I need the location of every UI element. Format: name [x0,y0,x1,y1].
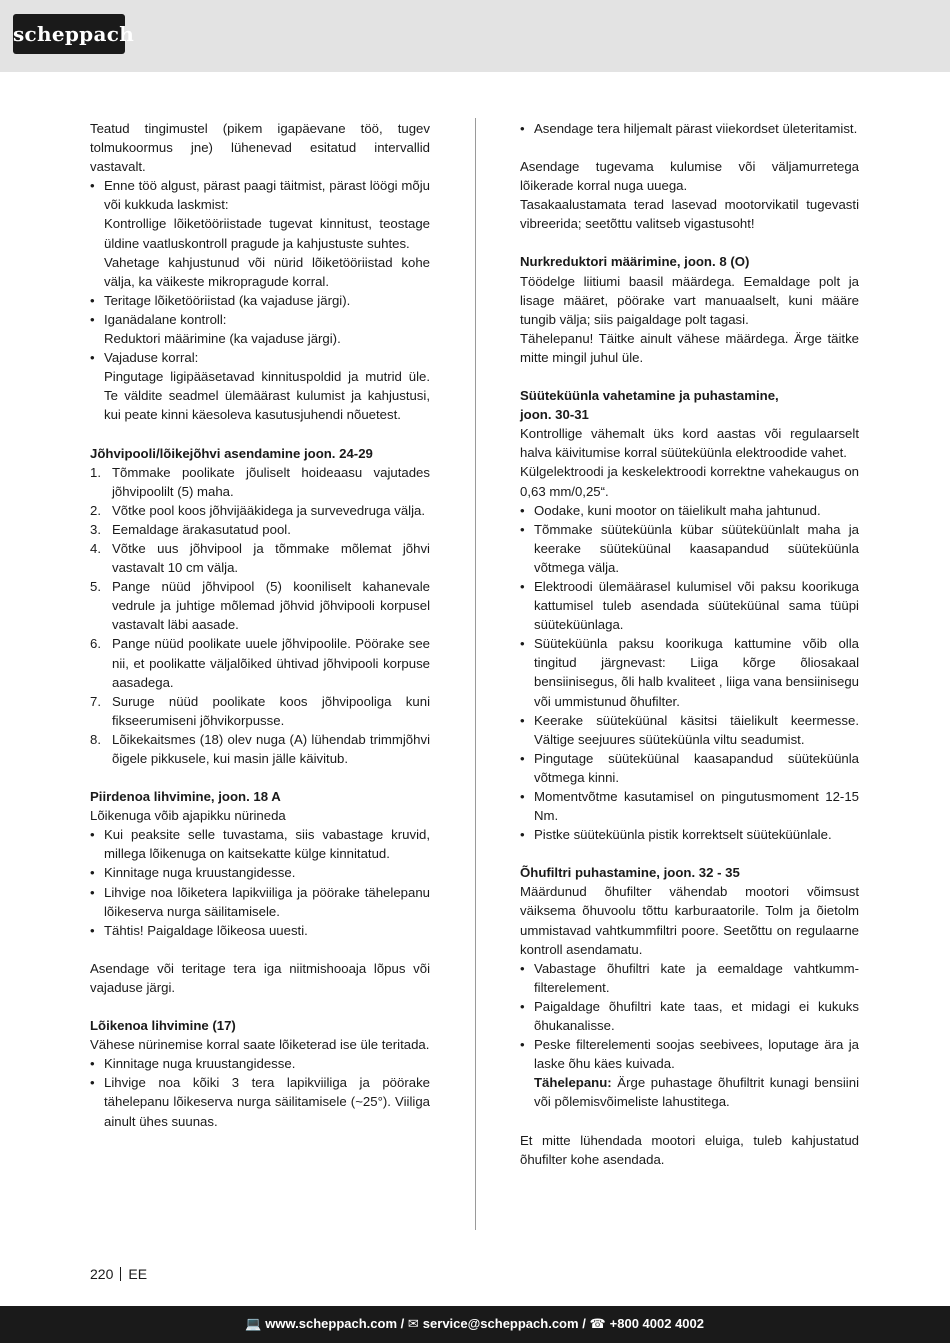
bullet-marker: • [520,789,525,804]
numbered-item [90,730,430,768]
bullet-marker: • [90,922,95,938]
item-text: Tähtis! Paigaldage lõikeosa uuesti. [104,922,308,938]
section-heading: Õhufiltri puhastamine, joon. 32 - 35 [520,865,740,881]
item-text: Võtke uus jõhvipool ja tõmmake mõlemat jõhvi vastavalt 10 cm välja. [112,540,430,576]
note-text: Ärge puhastage õhufiltrit kunagi bensiini või põlemisvõimeliste lahustitega. [534,1075,859,1110]
item-number: 3. [90,521,101,537]
item-text: Iganädalane kontroll: [104,311,227,327]
bullet-marker: • [520,960,525,976]
footer-separator: / [400,1316,405,1331]
website-link[interactable]: www.scheppach.com [265,1316,398,1331]
bullet-item [520,825,859,844]
paragraph: Tasakaalustamata terad lasevad mootorvikatil tugevasti vibreerida; seetõttu valitseb vigastusoht! [520,197,859,232]
item-text: Keerake süüteküünal käsitsi täielikult keermesse. Vältige seejuures süüteküünla viltu seadumist. [534,712,859,747]
bullet-item [90,348,430,367]
section-heading: joon. 30-31 [520,407,589,423]
section-heading: Süüteküünla vahetamine ja puhastamine, [520,388,779,404]
numbered-item [90,577,430,634]
paragraph: Et mitte lühendada mootori eluiga, tuleb kahjustatud õhufilter kohe asendada. [520,1132,859,1167]
item-text: Paigaldage õhufiltri kate taas, et midagi ei kukuks õhukanalisse. [534,998,859,1034]
item-text: Võtke pool koos jõhvijääkidega ja survevedruga välja. [112,502,426,518]
page-footer-divider [120,1267,121,1281]
footer-separator: / [582,1316,586,1331]
spacer [90,997,430,1016]
bullet-item [90,291,430,310]
spacer [520,1112,859,1131]
numbered-item [90,463,430,501]
paragraph: Lõikenuga võib ajapikku nürineda [90,808,286,824]
item-text: Suruge nüüd poolikate koos jõhvipooliga kuni fikseerumiseni jõhvikorpusse. [112,693,430,728]
bullet-item [90,310,430,329]
bullet-marker: • [90,884,95,900]
paragraph: Töödelge liitiumi baasil määrdega. Eemaldage polt ja lisage määret, pöörake vart manuaalselt, kuni määre tungib välja; siis paigaldage polt tagasi. [520,273,859,327]
item-text: Eemaldage ärakasutatud pool. [112,521,291,537]
note-paragraph [520,1073,859,1111]
numbered-item [90,501,430,520]
item-number: 5. [90,579,101,595]
section-heading: Lõikenoa lihvimine (17) [90,1018,236,1034]
item-text: Momentvõtme kasutamisel on pingutusmoment 12-15 Nm. [534,789,859,824]
paragraph: Kontrollige vähemalt üks kord aastas või regulaarselt halva käivitumise korral süüteküünla elektroodide vahet. [520,426,859,461]
item-text: Teritage lõiketööriistad (ka vajaduse järgi). [104,292,351,308]
spacer [90,940,430,959]
item-text: Vabastage õhufiltri kate ja eemaldage vahtkumm-filterelement. [534,960,859,995]
left-column [90,119,430,1131]
item-text: Oodake, kuni mootor on täielikult maha jahtunud. [534,502,821,518]
item-text: Lihvige noa lõiketera lapikviiliga ja pöörake tähelepanu lõikeserva nurga säilitamisele. [104,884,430,919]
note-label: Tähelepanu: [534,1075,612,1091]
bullet-marker: • [90,311,95,327]
bullet-marker: • [90,292,95,308]
bullet-item [520,959,859,997]
item-text: Vajaduse korral: [104,350,199,366]
right-column [520,119,859,1169]
section-heading: Jõhvipooli/lõikejõhvi asendamine joon. 24-29 [90,445,373,461]
bullet-marker: • [520,827,525,843]
bullet-item [520,520,859,577]
numbered-item [90,692,430,730]
bullet-item [520,634,859,710]
spacer [90,425,430,444]
item-number: 2. [90,502,101,518]
spacer [520,367,859,386]
phone-icon: ☎ [589,1316,606,1331]
numbered-item [90,520,430,539]
item-number: 7. [90,693,101,709]
bullet-marker: • [520,712,525,728]
paragraph: Külgelektroodi ja keskelektroodi korrektne vahekaugus on 0,63 mm/0,25“. [520,464,859,499]
bullet-marker: • [520,521,525,537]
numbered-item [90,539,430,577]
item-text: Lõikekaitsmes (18) olev nuga (A) lühendab trimmjõhvi õigele pikkusele, kui masin jälle käivitub. [112,731,430,766]
bullet-item [90,176,430,214]
bullet-marker: • [520,502,525,518]
bullet-item [520,577,859,634]
bullet-item [90,1073,430,1130]
bullet-marker: • [90,827,95,843]
header-bar [0,0,950,72]
bullet-item [520,997,859,1035]
item-text: Pingutage süüteküünal kaasapandud süüteküünla võtmega kinni. [534,750,859,785]
paragraph: Määrdunud õhufilter vähendab mootori võimsust väiksema õhuvoolu tõttu karburaatorile. Tolm ja õietolm ummistavad vahtkummfiltri poore. Seetõttu on regulaarne kontroll asendamatu. [520,884,859,957]
indented-paragraph: Pingutage ligipääsetavad kinnituspoldid ja mutrid üle. Te väldite seadmel ülemäärast kulumist ja kahjustusi, kui peate kinni käesoleva kasutusjuhendi nõuetest. [104,369,430,423]
computer-icon: 💻 [245,1316,262,1331]
scheppach-logo: scheppach [13,14,125,54]
bullet-item [520,749,859,787]
item-text: Süüteküünla paksu koorikuga kattumine võib olla tingitud järgnevast: Liiga kõrge õliosakaal bensiinisegus, õli halb kvaliteet , liiga vana bensiinisegu või ummistunud õhufilter. [534,636,859,709]
bullet-marker: • [90,1075,95,1091]
spacer [90,768,430,787]
item-text: Pistke süüteküünla pistik korrektselt süüteküünlale. [534,827,832,843]
bullet-item [90,921,430,940]
paragraph: Asendage või teritage tera iga niitmishooaja lõpus või vajaduse järgi. [90,960,430,995]
bullet-marker: • [520,1037,525,1053]
section-heading: Nurkreduktori määrimine, joon. 8 (O) [520,254,750,270]
item-number: 1. [90,464,101,480]
page-number: 220 [90,1266,114,1282]
item-text: Tõmmake süüteküünla kübar süüteküünlalt maha ja keerake süüteküünal kaasapandud süüteküünla võtmega välja. [534,521,859,575]
section-heading: Piirdenoa lihvimine, joon. 18 A [90,789,281,805]
item-number: 6. [90,636,101,652]
column-divider [475,118,476,1230]
spacer [520,138,859,157]
item-text: Lihvige noa kõiki 3 tera lapikviiliga ja pöörake tähelepanu lõikeserva nurga säilitamisele (~25°). Viiliga ainult ühes suunas. [104,1075,430,1129]
bullet-item [520,787,859,825]
paragraph: Vähese nürinemise korral saate lõiketerad ise üle teritada. [90,1037,430,1053]
paragraph: Tähelepanu! Täitke ainult vähese määrdega. Ärge täitke mitte mingil juhul üle. [520,330,859,365]
bullet-marker: • [90,350,95,366]
bullet-marker: • [90,1056,95,1072]
bullet-marker: • [520,998,525,1014]
indented-paragraph: Vahetage kahjustunud või nürid lõiketööriistad kohe välja, ka väikeste mikropragude korral. [104,254,430,289]
item-text: Tõmmake poolikate jõuliselt hoideaasu vajutades jõhvipoolilt (5) maha. [112,464,430,499]
item-number: 4. [90,540,101,556]
item-text: Kinnitage nuga kruustangidesse. [104,865,296,881]
item-text: Pange nüüd jõhvipool (5) kooniliselt kahanevale vedrule ja juhtige mõlemad jõhvid jõhvipooli korpusel vastavalt läbi aasade. [112,579,430,633]
indented-paragraph: Reduktori määrimine (ka vajaduse järgi). [104,331,341,347]
item-text: Kui peaksite selle tuvastama, siis vabastage kruvid, millega lõikenuga on kaitsekatte külge kinnitatud. [104,827,430,862]
language-code: EE [128,1266,148,1282]
bullet-item [520,119,859,138]
item-text: Elektroodi ülemäärasel kulumisel või paksu koorikuga kattumisel tuleb asendada süüteküünal sama tüüpi süüteküünlaga. [534,578,859,633]
paragraph: Asendage tugevama kulumise või väljamurretega lõikerade korral nuga uuega. [520,159,859,194]
bullet-item [520,711,859,749]
contact-line [245,1316,704,1332]
page-footer [90,1265,147,1283]
item-text: Asendage tera hiljemalt pärast viiekordset ületeritamist. [534,121,858,136]
bullet-item [90,1054,430,1073]
bullet-marker: • [90,178,95,194]
bullet-item [520,1035,859,1073]
email-link[interactable]: service@scheppach.com [422,1316,579,1331]
numbered-item [90,634,430,691]
item-text: Enne töö algust, pärast paagi täitmist, pärast löögi mõju või kukkuda laskmist: [104,178,430,213]
spacer [520,844,859,863]
bullet-marker: • [520,636,525,652]
bullet-marker: • [520,121,525,136]
paragraph: Teatud tingimustel (pikem igapäevane töö, tugev tolmukoormus jne) lühenevad esitatud intervallid vastavalt. [90,121,430,175]
item-text: Kinnitage nuga kruustangidesse. [104,1056,296,1072]
bullet-item [520,501,859,520]
bullet-item [90,825,430,863]
item-number: 8. [90,731,101,747]
contact-footer [0,1306,950,1343]
bullet-item [90,863,430,882]
spacer [520,233,859,252]
envelope-icon: ✉ [407,1316,419,1331]
bullet-item [90,883,430,921]
item-text: Peske filterelementi soojas seebivees, loputage ära ja laske õhu käes kuivada. [534,1037,859,1072]
bullet-marker: • [520,750,525,766]
item-text: Pange nüüd poolikate uuele jõhvipoolile. Pöörake see nii, et poolikatte väljalõiked ühtivad jõhvipooli korpuse aasadega. [112,636,430,690]
bullet-marker: • [90,865,95,881]
bullet-marker: • [520,578,525,594]
phone-number[interactable]: +800 4002 4002 [609,1316,704,1331]
indented-paragraph: Kontrollige lõiketööriistade tugevat kinnitust, teostage üldine vaatluskontroll pragude ja kahjustuste suhtes. [104,216,430,251]
